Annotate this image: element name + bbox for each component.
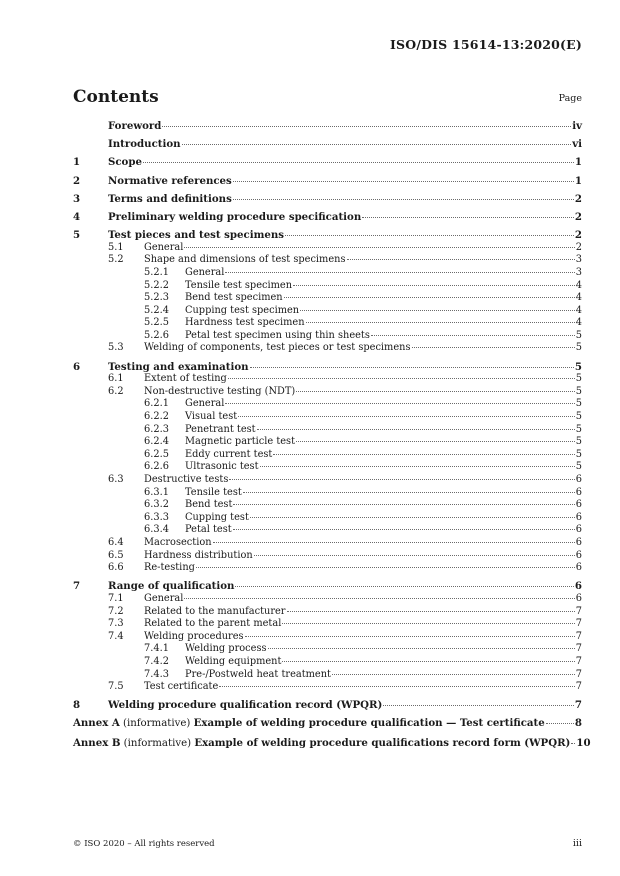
toc-entry[interactable] bbox=[73, 361, 582, 374]
toc-entry[interactable] bbox=[73, 211, 582, 224]
toc-entry-title: Cupping test bbox=[185, 511, 249, 523]
toc-entry-title: Shape and dimensions of test specimens bbox=[144, 254, 346, 266]
dot-leader bbox=[225, 272, 574, 273]
toc-entry-page: 7 bbox=[575, 668, 582, 680]
dot-leader bbox=[233, 181, 574, 182]
dot-leader bbox=[250, 367, 574, 368]
toc-entry-page: 5 bbox=[575, 448, 582, 460]
toc-entry-page: 5 bbox=[575, 398, 582, 410]
toc-entry-page: 6 bbox=[575, 474, 582, 485]
toc-entry-page: 1 bbox=[574, 174, 582, 187]
toc-entry-title: Preliminary welding procedure specification bbox=[108, 210, 362, 223]
toc-entry-page: 3 bbox=[575, 266, 582, 278]
toc-entry[interactable] bbox=[73, 580, 582, 593]
toc-entry-title: General bbox=[144, 592, 184, 604]
toc-entry-number: 5.2.2 bbox=[144, 279, 169, 291]
dot-leader bbox=[162, 126, 571, 127]
dot-leader bbox=[257, 429, 575, 430]
dot-leader bbox=[250, 517, 575, 518]
annex-title: Example of welding procedure qualifications record form (WPQR) bbox=[194, 736, 571, 749]
toc-entry-page: 2 bbox=[574, 210, 582, 223]
dot-leader bbox=[571, 743, 575, 744]
toc-entry[interactable] bbox=[73, 474, 582, 487]
toc-entry-title: Magnetic particle test bbox=[185, 436, 296, 448]
toc-entry-page: 7 bbox=[575, 605, 582, 617]
toc-entry-number: 2 bbox=[73, 174, 81, 187]
toc-entry[interactable] bbox=[73, 120, 582, 133]
toc-annex-entry[interactable] bbox=[73, 736, 591, 751]
toc-entry-page: 4 bbox=[575, 279, 582, 291]
toc-entry-page: 5 bbox=[574, 360, 582, 373]
dot-leader bbox=[235, 586, 573, 587]
dot-leader bbox=[273, 454, 574, 455]
annex-label: Annex A bbox=[73, 717, 120, 730]
toc-entry-page: 2 bbox=[574, 192, 582, 205]
toc-entry-number: 6.3.2 bbox=[144, 499, 169, 511]
toc-entry-page: 5 bbox=[575, 436, 582, 448]
toc-entry-title: Bend test specimen bbox=[185, 292, 283, 304]
toc-entry-title: Welding procedures bbox=[144, 630, 244, 642]
dot-leader bbox=[412, 347, 575, 348]
dot-leader bbox=[254, 555, 575, 556]
toc-entry-page: 6 bbox=[575, 486, 582, 498]
toc-entry[interactable] bbox=[73, 411, 582, 424]
dot-leader bbox=[233, 504, 574, 505]
toc-entry-page: 5 bbox=[575, 385, 582, 397]
toc-entry-page: 7 bbox=[575, 618, 582, 630]
toc-entry-number: 7.2 bbox=[108, 605, 124, 617]
toc-entry-page: 6 bbox=[575, 524, 582, 536]
toc-entry-title: Non-destructive testing (NDT) bbox=[144, 385, 296, 397]
toc-entry[interactable] bbox=[73, 229, 582, 242]
toc-entry-title: Macrosection bbox=[144, 536, 212, 548]
toc-entry-number: 5.2.4 bbox=[144, 304, 169, 316]
toc-entry-number: 8 bbox=[73, 699, 81, 712]
toc-entry[interactable] bbox=[73, 562, 582, 575]
toc-entry[interactable] bbox=[73, 487, 582, 500]
dot-leader bbox=[228, 378, 575, 379]
copyright-notice: © ISO 2020 – All rights reserved bbox=[73, 839, 215, 849]
annex-informative-label: (informative) bbox=[120, 737, 195, 749]
dot-leader bbox=[546, 723, 574, 724]
toc-entry[interactable] bbox=[73, 461, 582, 474]
toc-entry-page: 6 bbox=[575, 499, 582, 511]
toc-entry[interactable] bbox=[73, 386, 582, 399]
toc-entry[interactable] bbox=[73, 280, 582, 293]
annex-label: Annex B bbox=[73, 736, 121, 749]
dot-leader bbox=[285, 235, 574, 236]
toc-entry-number: 6.2.1 bbox=[144, 398, 169, 410]
toc-entry-number: 1 bbox=[73, 156, 81, 169]
toc-entry-page: 6 bbox=[575, 562, 582, 574]
toc-entry[interactable] bbox=[73, 330, 582, 343]
toc-entry-number: 6.6 bbox=[108, 562, 124, 574]
toc-entry[interactable] bbox=[73, 550, 582, 563]
dot-leader bbox=[268, 648, 575, 649]
toc-entry-title: Welding procedure qualification record (WPQR) bbox=[108, 699, 383, 712]
toc-entry-title: Cupping test specimen bbox=[185, 304, 300, 316]
toc-entry-number: 5.2.1 bbox=[144, 266, 169, 278]
dot-leader bbox=[229, 479, 574, 480]
toc-entry-title: Re-testing bbox=[144, 562, 195, 574]
toc-entry-page: 2 bbox=[574, 229, 582, 242]
toc-entry-title: Penetrant test bbox=[185, 423, 256, 435]
document-identifier: ISO/DIS 15614-13:2020(E) bbox=[389, 37, 582, 52]
toc-entry-title bbox=[73, 717, 545, 731]
toc-entry-title: Petal test specimen using thin sheets bbox=[185, 329, 370, 341]
toc-entry[interactable] bbox=[73, 254, 582, 267]
dot-leader bbox=[243, 492, 575, 493]
table-of-contents bbox=[73, 120, 591, 750]
dot-leader bbox=[213, 542, 575, 543]
dot-leader bbox=[233, 199, 574, 200]
toc-entry-number: 6.3 bbox=[108, 474, 124, 485]
toc-entry-title: Ultrasonic test bbox=[185, 461, 259, 473]
toc-entry-number: 6.2 bbox=[108, 385, 124, 397]
toc-annex-entry[interactable] bbox=[73, 717, 582, 731]
dot-leader bbox=[300, 310, 575, 311]
toc-entry[interactable] bbox=[73, 537, 582, 550]
page-number: iii bbox=[572, 838, 582, 849]
toc-entry-number: 5.2.3 bbox=[144, 292, 169, 304]
toc-entry-number: 7.5 bbox=[108, 681, 124, 693]
toc-entry-title: General bbox=[185, 398, 225, 410]
toc-entry-title: Related to the parent metal bbox=[144, 618, 282, 630]
toc-entry-number: 7.4 bbox=[108, 630, 124, 642]
toc-entry-title: Terms and definitions bbox=[108, 192, 232, 205]
toc-entry-title: Foreword bbox=[108, 120, 162, 132]
toc-entry-number: 6.2.6 bbox=[144, 461, 169, 473]
toc-entry[interactable] bbox=[73, 669, 582, 682]
toc-entry-page: 2 bbox=[575, 241, 582, 253]
toc-entry[interactable] bbox=[73, 292, 582, 305]
toc-entry-title: Normative references bbox=[108, 174, 232, 187]
toc-entry-title: Bend test bbox=[185, 499, 233, 511]
dot-leader bbox=[245, 636, 575, 637]
toc-entry-page: 6 bbox=[574, 580, 582, 593]
toc-entry-number: 5.2 bbox=[108, 254, 124, 266]
toc-entry[interactable] bbox=[73, 342, 582, 355]
toc-entry-page: iv bbox=[572, 120, 582, 132]
toc-entry-number: 6.3.4 bbox=[144, 524, 169, 536]
toc-entry-number: 7.4.2 bbox=[144, 655, 169, 667]
toc-entry[interactable] bbox=[73, 436, 582, 449]
toc-entry-number: 7.1 bbox=[108, 592, 124, 604]
toc-entry-page: 6 bbox=[575, 536, 582, 548]
toc-entry-page: 7 bbox=[575, 655, 582, 667]
toc-entry[interactable] bbox=[73, 373, 582, 386]
dot-leader bbox=[284, 297, 575, 298]
toc-entry[interactable] bbox=[73, 317, 582, 330]
dot-leader bbox=[282, 623, 574, 624]
toc-entry-title: Petal test bbox=[185, 524, 232, 536]
toc-entry-page: 5 bbox=[575, 373, 582, 385]
toc-entry[interactable] bbox=[73, 524, 582, 537]
toc-entry-title: Extent of testing bbox=[144, 373, 227, 385]
toc-entry[interactable] bbox=[73, 681, 582, 694]
toc-entry-title: Test pieces and test specimens bbox=[108, 229, 284, 242]
toc-entry-number: 4 bbox=[73, 210, 81, 223]
toc-entry[interactable] bbox=[73, 242, 582, 255]
toc-entry-number: 5.2.6 bbox=[144, 329, 169, 341]
toc-entry-page: 4 bbox=[575, 304, 582, 316]
dot-leader bbox=[287, 611, 575, 612]
toc-entry[interactable] bbox=[73, 156, 582, 169]
toc-entry-number: 6.4 bbox=[108, 536, 124, 548]
toc-entry-number: 7.4.3 bbox=[144, 668, 169, 680]
toc-entry-number: 6.1 bbox=[108, 373, 124, 385]
dot-leader bbox=[260, 466, 575, 467]
toc-entry-page: vi bbox=[572, 138, 582, 151]
dot-leader bbox=[182, 144, 572, 145]
toc-entry[interactable] bbox=[73, 267, 582, 280]
annex-title: Example of welding procedure qualification — Test certificate bbox=[193, 717, 545, 730]
dot-leader bbox=[143, 162, 574, 163]
toc-entry[interactable] bbox=[73, 424, 582, 437]
dot-leader bbox=[306, 322, 575, 323]
toc-entry-page: 3 bbox=[575, 254, 582, 266]
toc-entry-number: 6.2.4 bbox=[144, 436, 169, 448]
dot-leader bbox=[293, 285, 575, 286]
dot-leader bbox=[225, 403, 574, 404]
toc-entry[interactable] bbox=[73, 593, 582, 606]
toc-entry-title: General bbox=[144, 241, 184, 253]
dot-leader bbox=[219, 686, 574, 687]
toc-entry[interactable] bbox=[73, 305, 582, 318]
toc-entry-page: 4 bbox=[575, 292, 582, 304]
page-column-label: Page bbox=[558, 93, 582, 104]
toc-entry-page: 7 bbox=[574, 699, 582, 712]
toc-entry-title: Pre-/Postweld heat treatment bbox=[185, 668, 331, 680]
toc-entry[interactable] bbox=[73, 606, 582, 619]
toc-entry[interactable] bbox=[73, 499, 582, 512]
toc-entry-number: 6.5 bbox=[108, 549, 124, 561]
dot-leader bbox=[282, 661, 574, 662]
toc-entry[interactable] bbox=[73, 643, 582, 656]
toc-entry-page: 5 bbox=[575, 329, 582, 341]
dot-leader bbox=[196, 567, 575, 568]
toc-entry-number: 6.2.5 bbox=[144, 448, 169, 460]
toc-entry[interactable] bbox=[73, 175, 582, 188]
toc-entry-page: 1 bbox=[574, 156, 582, 169]
annex-informative-label: (informative) bbox=[119, 718, 194, 730]
dot-leader bbox=[184, 247, 574, 248]
toc-entry-title: Destructive tests bbox=[144, 474, 229, 485]
toc-entry-title: Tensile test specimen bbox=[185, 279, 293, 291]
dot-leader bbox=[296, 441, 575, 442]
toc-entry[interactable] bbox=[73, 618, 582, 631]
dot-leader bbox=[332, 674, 575, 675]
toc-entry-page: 6 bbox=[575, 549, 582, 561]
toc-entry[interactable] bbox=[73, 512, 582, 525]
toc-entry-number: 5.1 bbox=[108, 241, 124, 253]
dot-leader bbox=[184, 598, 574, 599]
toc-entry-title: Visual test bbox=[185, 411, 238, 423]
toc-entry[interactable] bbox=[73, 631, 582, 644]
toc-entry-number: 7 bbox=[73, 580, 81, 593]
toc-entry-title: General bbox=[185, 266, 225, 278]
toc-entry-title: Testing and examination bbox=[108, 360, 249, 373]
toc-entry-title: Welding process bbox=[185, 643, 267, 655]
toc-entry-page: 4 bbox=[575, 317, 582, 329]
toc-entry-number: 7.4.1 bbox=[144, 643, 169, 655]
toc-entry-title: Welding of components, test pieces or test specimens bbox=[144, 342, 411, 354]
toc-entry-number: 6.2.3 bbox=[144, 423, 169, 435]
toc-entry-number: 7.3 bbox=[108, 618, 124, 630]
toc-entry-number: 5.2.5 bbox=[144, 317, 169, 329]
toc-entry[interactable] bbox=[73, 193, 582, 206]
toc-entry-title: Tensile test bbox=[185, 486, 242, 498]
toc-entry-page: 6 bbox=[575, 592, 582, 604]
toc-entry-title: Hardness distribution bbox=[144, 549, 253, 561]
dot-leader bbox=[383, 705, 574, 706]
toc-entry-title: Test certificate bbox=[144, 681, 219, 693]
toc-entry-page: 10 bbox=[576, 736, 591, 749]
toc-entry-page: 5 bbox=[575, 423, 582, 435]
dot-leader bbox=[371, 335, 575, 336]
toc-entry[interactable] bbox=[73, 398, 582, 411]
toc-entry-title: Related to the manufacturer bbox=[144, 605, 286, 617]
toc-entry-number: 6 bbox=[73, 360, 81, 373]
toc-entry-title: Scope bbox=[108, 156, 142, 169]
dot-leader bbox=[362, 217, 574, 218]
toc-entry-page: 5 bbox=[575, 411, 582, 423]
toc-entry-number: 5.3 bbox=[108, 342, 124, 354]
toc-entry[interactable] bbox=[73, 699, 582, 712]
toc-entry[interactable] bbox=[73, 138, 582, 151]
toc-entry-title: Hardness test specimen bbox=[185, 317, 305, 329]
toc-entry-number: 3 bbox=[73, 192, 81, 205]
toc-entry-number: 6.3.1 bbox=[144, 486, 169, 498]
toc-entry[interactable] bbox=[73, 449, 582, 462]
dot-leader bbox=[296, 391, 575, 392]
toc-entry[interactable] bbox=[73, 656, 582, 669]
toc-entry-page: 7 bbox=[575, 643, 582, 655]
dot-leader bbox=[347, 259, 575, 260]
dot-leader bbox=[238, 416, 575, 417]
page-title: Contents bbox=[73, 87, 159, 107]
dot-leader bbox=[233, 529, 575, 530]
toc-entry-page: 5 bbox=[575, 461, 582, 473]
toc-entry-page: 5 bbox=[575, 342, 582, 354]
toc-entry-number: 5 bbox=[73, 229, 81, 242]
toc-entry-page: 8 bbox=[574, 717, 582, 730]
toc-entry-title bbox=[73, 737, 570, 751]
toc-entry-page: 6 bbox=[575, 511, 582, 523]
toc-entry-title: Eddy current test bbox=[185, 448, 273, 460]
toc-entry-title: Range of qualification bbox=[108, 580, 235, 593]
toc-entry-title: Introduction bbox=[108, 138, 181, 151]
toc-entry-title: Welding equipment bbox=[185, 655, 282, 667]
toc-entry-page: 7 bbox=[575, 681, 582, 693]
toc-entry-number: 6.3.3 bbox=[144, 511, 169, 523]
toc-entry-page: 7 bbox=[575, 630, 582, 642]
toc-entry-number: 6.2.2 bbox=[144, 411, 169, 423]
